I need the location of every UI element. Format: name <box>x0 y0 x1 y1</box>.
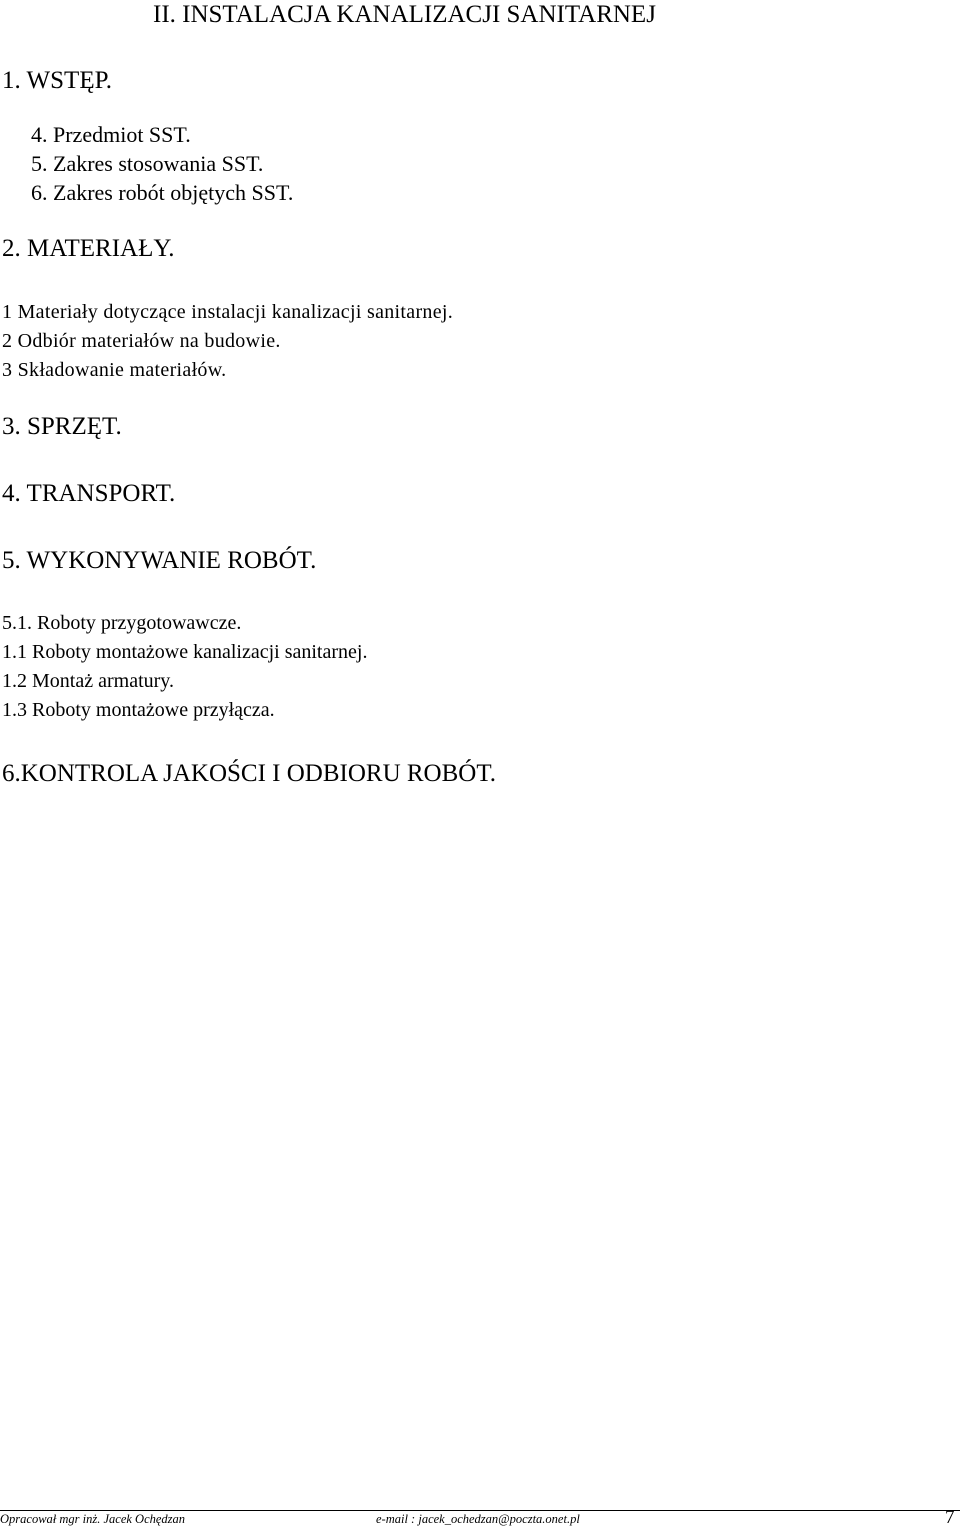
section-heading-intro: 1. WSTĘP. <box>2 67 112 94</box>
list-item: 1.3 Roboty montażowe przyłącza. <box>2 699 275 721</box>
list-item: 1.1 Roboty montażowe kanalizacji sanitarnej. <box>2 641 368 663</box>
list-item: 3 Składowanie materiałów. <box>2 359 227 381</box>
section-heading-quality-control: 6.KONTROLA JAKOŚCI I ODBIORU ROBÓT. <box>2 760 496 787</box>
document-title: II. INSTALACJA KANALIZACJI SANITARNEJ <box>153 1 656 28</box>
section-heading-works: 5. WYKONYWANIE ROBÓT. <box>2 547 317 574</box>
list-item: 5.1. Roboty przygotowawcze. <box>2 612 242 634</box>
footer-divider <box>0 1510 960 1511</box>
list-item: 6. Zakres robót objętych SST. <box>31 180 294 205</box>
list-item: 4. Przedmiot SST. <box>31 122 191 147</box>
footer-author: Opracował mgr inż. Jacek Ochędzan <box>0 1512 186 1526</box>
section-heading-transport: 4. TRANSPORT. <box>2 480 176 507</box>
list-item: 1 Materiały dotyczące instalacji kanalizacji sanitarnej. <box>2 301 454 323</box>
list-item: 5. Zakres stosowania SST. <box>31 151 264 176</box>
footer-email: e-mail : jacek_ochedzan@poczta.onet.pl <box>376 1512 580 1526</box>
section-heading-equipment: 3. SPRZĘT. <box>2 413 122 440</box>
list-item: 1.2 Montaż armatury. <box>2 670 174 692</box>
section-heading-materials: 2. MATERIAŁY. <box>2 235 175 262</box>
list-item: 2 Odbiór materiałów na budowie. <box>2 330 281 352</box>
page-number: 7 <box>945 1507 955 1528</box>
